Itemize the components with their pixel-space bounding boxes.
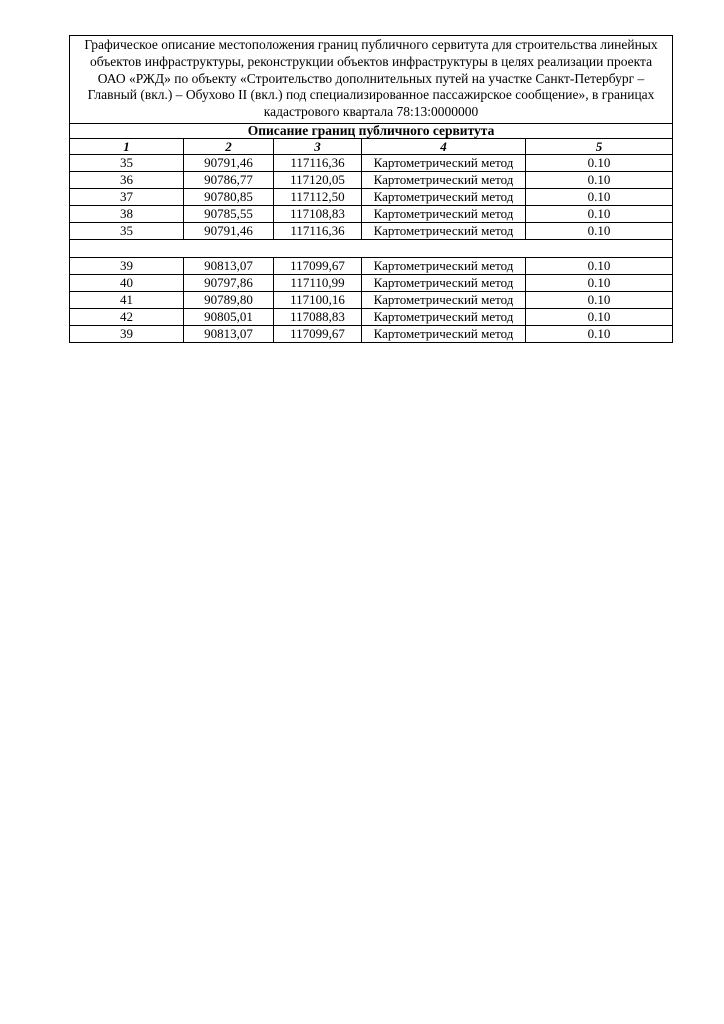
y-coordinate-cell: 117099,67 bbox=[274, 257, 362, 274]
table-row bbox=[70, 154, 673, 171]
point-number-cell: 42 bbox=[70, 308, 184, 325]
x-coordinate-cell: 90791,46 bbox=[184, 154, 274, 171]
y-coordinate-cell: 117112,50 bbox=[274, 188, 362, 205]
y-coordinate-cell: 117116,36 bbox=[274, 154, 362, 171]
y-coordinate-cell: 117110,99 bbox=[274, 274, 362, 291]
accuracy-cell: 0.10 bbox=[526, 188, 673, 205]
y-coordinate-cell: 117099,67 bbox=[274, 325, 362, 342]
accuracy-cell: 0.10 bbox=[526, 154, 673, 171]
x-coordinate-cell: 90791,46 bbox=[184, 222, 274, 239]
table-row bbox=[70, 171, 673, 188]
method-cell: Картометрический метод bbox=[362, 308, 526, 325]
accuracy-cell: 0.10 bbox=[526, 257, 673, 274]
table-row bbox=[70, 222, 673, 239]
section-title: Описание границ публичного сервитута bbox=[70, 123, 673, 138]
point-number-cell: 41 bbox=[70, 291, 184, 308]
x-coordinate-cell: 90797,86 bbox=[184, 274, 274, 291]
accuracy-cell: 0.10 bbox=[526, 274, 673, 291]
column-number-4: 4 bbox=[362, 138, 526, 154]
group-separator-cell bbox=[70, 239, 673, 257]
x-coordinate-cell: 90805,01 bbox=[184, 308, 274, 325]
column-number-5: 5 bbox=[526, 138, 673, 154]
table-row bbox=[70, 257, 673, 274]
x-coordinate-cell: 90786,77 bbox=[184, 171, 274, 188]
table-row bbox=[70, 308, 673, 325]
accuracy-cell: 0.10 bbox=[526, 222, 673, 239]
point-number-cell: 35 bbox=[70, 222, 184, 239]
point-number-cell: 39 bbox=[70, 257, 184, 274]
method-cell: Картометрический метод bbox=[362, 274, 526, 291]
accuracy-cell: 0.10 bbox=[526, 205, 673, 222]
method-cell: Картометрический метод bbox=[362, 154, 526, 171]
group-separator-row bbox=[70, 239, 673, 257]
x-coordinate-cell: 90813,07 bbox=[184, 325, 274, 342]
table-row bbox=[70, 291, 673, 308]
method-cell: Картометрический метод bbox=[362, 205, 526, 222]
x-coordinate-cell: 90785,55 bbox=[184, 205, 274, 222]
title-row bbox=[70, 36, 673, 124]
column-number-2: 2 bbox=[184, 138, 274, 154]
point-number-cell: 36 bbox=[70, 171, 184, 188]
method-cell: Картометрический метод bbox=[362, 257, 526, 274]
document-page bbox=[69, 35, 672, 343]
point-number-cell: 39 bbox=[70, 325, 184, 342]
column-number-row bbox=[70, 138, 673, 154]
accuracy-cell: 0.10 bbox=[526, 325, 673, 342]
y-coordinate-cell: 117088,83 bbox=[274, 308, 362, 325]
table-row bbox=[70, 188, 673, 205]
y-coordinate-cell: 117120,05 bbox=[274, 171, 362, 188]
table-row bbox=[70, 325, 673, 342]
method-cell: Картометрический метод bbox=[362, 188, 526, 205]
document-title: Графическое описание местоположения границ публичного сервитута для строительства линейных объектов инфраструктуры, реконструкции объектов инфраструктуры в целях реализации проекта ОАО «РЖД» по объекту «Строительство дополнительных путей на участке Санкт-Петербург – Главный (вкл.) – Обухово II (вкл.) под специализированное пассажирское сообщение», в границах кадастрового квартала 78:13:0000000 bbox=[70, 36, 673, 124]
servitude-boundary-table bbox=[69, 35, 673, 343]
method-cell: Картометрический метод bbox=[362, 291, 526, 308]
method-cell: Картометрический метод bbox=[362, 222, 526, 239]
accuracy-cell: 0.10 bbox=[526, 291, 673, 308]
point-number-cell: 35 bbox=[70, 154, 184, 171]
y-coordinate-cell: 117108,83 bbox=[274, 205, 362, 222]
x-coordinate-cell: 90813,07 bbox=[184, 257, 274, 274]
x-coordinate-cell: 90789,80 bbox=[184, 291, 274, 308]
accuracy-cell: 0.10 bbox=[526, 308, 673, 325]
table-row bbox=[70, 274, 673, 291]
column-number-3: 3 bbox=[274, 138, 362, 154]
section-row bbox=[70, 123, 673, 138]
point-number-cell: 37 bbox=[70, 188, 184, 205]
x-coordinate-cell: 90780,85 bbox=[184, 188, 274, 205]
y-coordinate-cell: 117100,16 bbox=[274, 291, 362, 308]
method-cell: Картометрический метод bbox=[362, 325, 526, 342]
y-coordinate-cell: 117116,36 bbox=[274, 222, 362, 239]
point-number-cell: 40 bbox=[70, 274, 184, 291]
table-row bbox=[70, 205, 673, 222]
accuracy-cell: 0.10 bbox=[526, 171, 673, 188]
column-number-1: 1 bbox=[70, 138, 184, 154]
method-cell: Картометрический метод bbox=[362, 171, 526, 188]
point-number-cell: 38 bbox=[70, 205, 184, 222]
